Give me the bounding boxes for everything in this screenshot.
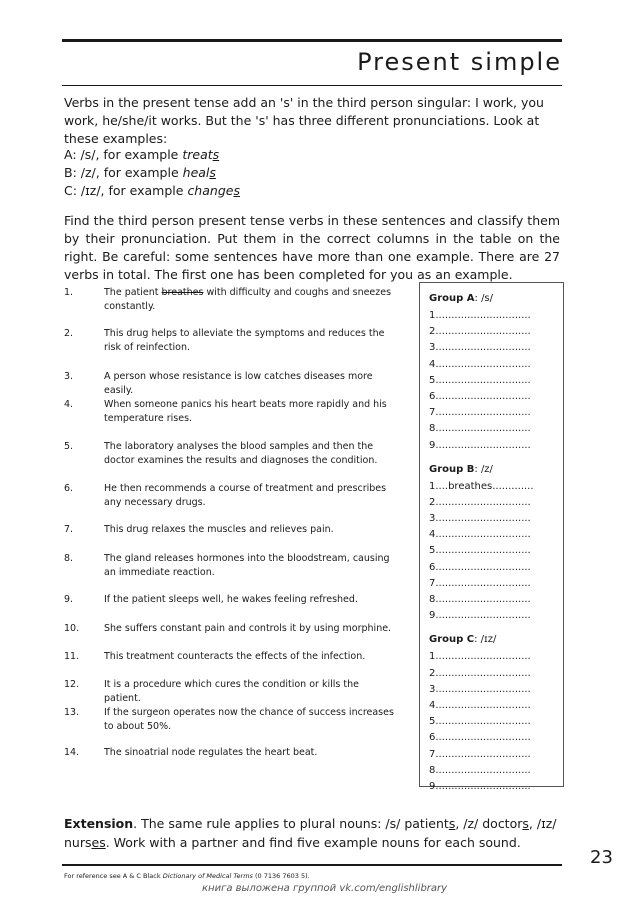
sentence-number: 4. xyxy=(64,399,74,410)
sentence-item xyxy=(64,370,394,398)
answer-slot[interactable]: 5.............................. xyxy=(429,545,531,557)
answer-slot[interactable]: 6.............................. xyxy=(429,732,531,744)
answer-slot[interactable]: 3.............................. xyxy=(429,683,531,695)
sentence-item xyxy=(64,622,394,636)
sentence-number: 11. xyxy=(64,651,80,662)
task-paragraph: Find the third person present tense verbs in these sentences and classify them by their pronunciation. Put them in the correct columns in the table on the right. Be careful: some sentences have more than one example. There are 27 verbs in total. The first one has been completed for you as an example. xyxy=(64,213,560,282)
sentence-item xyxy=(64,650,394,664)
answer-slot[interactable]: 9.............................. xyxy=(429,610,531,622)
answer-slot[interactable]: 8.............................. xyxy=(429,594,531,605)
sentence-item xyxy=(64,286,394,314)
sentence-number: 12. xyxy=(64,679,80,690)
sentence-text: This drug helps to alleviate the symptoms and reduces the risk of reinfection. xyxy=(104,328,385,353)
group-title: Group B: /z/ xyxy=(429,463,493,475)
answer-slot[interactable]: 5.............................. xyxy=(429,374,531,386)
sentence-text: If the surgeon operates now the chance of success increases to about 50%. xyxy=(104,707,394,732)
answer-slot[interactable]: 1....breathes............. xyxy=(429,480,534,492)
group-b xyxy=(429,464,563,625)
sentence-number: 5. xyxy=(64,441,74,452)
answer-slot[interactable]: 6.............................. xyxy=(429,561,531,573)
sentence-text: The laboratory analyses the blood samples and then the doctor examines the results and diagnoses the condition. xyxy=(104,441,378,466)
sentence-item xyxy=(64,398,394,426)
answer-slot[interactable]: 2.............................. xyxy=(429,496,531,508)
answer-slot[interactable]: 8.............................. xyxy=(429,764,531,776)
group-a xyxy=(429,293,563,454)
sentence-item xyxy=(64,482,394,510)
group-c xyxy=(429,634,563,795)
sentence-item xyxy=(64,678,394,706)
example-a: A: /s/, for example treats xyxy=(64,147,220,162)
sentence-item xyxy=(64,706,394,734)
sentence-item xyxy=(64,523,394,537)
watermark: книга выложена группой vk.com/englishlibrary xyxy=(202,883,448,894)
sentence-item xyxy=(64,593,394,607)
extension-paragraph: Extension. The same rule applies to plural nouns: /s/ patients, /z/ doctors, /ɪz/ nurses. Work with a partner and find five example nouns for each sound. xyxy=(64,816,557,850)
sentence-text: It is a procedure which cures the condition or kills the patient. xyxy=(104,679,359,704)
sentence-number: 7. xyxy=(64,524,74,535)
sentence-text: This treatment counteracts the effects of the infection. xyxy=(104,651,366,662)
sentence-number: 2. xyxy=(64,328,74,339)
sentence-item xyxy=(64,327,394,355)
sentence-text: She suffers constant pain and controls it by using morphine. xyxy=(104,623,392,634)
answer-slot[interactable]: 9.............................. xyxy=(429,439,531,451)
answer-slot[interactable]: 1.............................. xyxy=(429,310,531,321)
sentence-number: 10. xyxy=(64,623,80,634)
sentence-number: 9. xyxy=(64,594,74,605)
sentence-text: The gland releases hormones into the bloodstream, causing an immediate reaction. xyxy=(104,553,390,578)
top-rule xyxy=(62,39,562,42)
intro-paragraph: Verbs in the present tense add an 's' in the third person singular: I work, you work, he/she/it works. But the 's' has three different pronunciations. Look at these examples: xyxy=(64,95,544,146)
answer-slot[interactable]: 2.............................. xyxy=(429,326,531,338)
answer-slot[interactable]: 2.............................. xyxy=(429,667,531,679)
sentence-text: This drug relaxes the muscles and relieves pain. xyxy=(104,524,334,535)
answer-slot[interactable]: 4.............................. xyxy=(429,358,531,370)
sentence-number: 6. xyxy=(64,483,74,494)
answer-slot[interactable]: 7.............................. xyxy=(429,407,531,419)
answer-slot[interactable]: 3.............................. xyxy=(429,513,531,525)
sentence-number: 3. xyxy=(64,371,74,382)
footnote: For reference see A & C Black Dictionary of Medical Terms (0 7136 7603 5). xyxy=(64,872,310,880)
sentence-text: When someone panics his heart beats more rapidly and his temperature rises. xyxy=(104,399,387,424)
answer-slot[interactable]: 5.............................. xyxy=(429,716,531,728)
answer-slot[interactable]: 7.............................. xyxy=(429,748,531,760)
sentence-item xyxy=(64,440,394,468)
answer-slot[interactable]: 6.............................. xyxy=(429,390,531,402)
example-b: B: /z/, for example heals xyxy=(64,165,216,180)
title-rule xyxy=(62,85,562,86)
sentence-item xyxy=(64,746,394,760)
answer-slot[interactable]: 9.............................. xyxy=(429,780,531,792)
group-title: Group A: /s/ xyxy=(429,293,494,304)
answer-slot[interactable]: 3.............................. xyxy=(429,342,531,354)
group-title: Group C: /ɪz/ xyxy=(429,634,497,646)
answer-slot[interactable]: 7.............................. xyxy=(429,577,531,589)
answer-slot[interactable]: 4.............................. xyxy=(429,699,531,711)
answer-table xyxy=(419,282,564,792)
sentence-text: The sinoatrial node regulates the heart beat. xyxy=(104,747,318,758)
sentence-number: 1. xyxy=(64,287,74,298)
sentence-number: 13. xyxy=(64,707,80,718)
sentence-text: A person whose resistance is low catches diseases more easily. xyxy=(104,371,373,396)
answer-slot[interactable]: 1.............................. xyxy=(429,651,531,663)
sentence-text: The patient breathes with difficulty and coughs and sneezes constantly. xyxy=(104,287,392,312)
sentence-text: He then recommends a course of treatment and prescribes any necessary drugs. xyxy=(104,483,387,508)
sentence-number: 8. xyxy=(64,553,74,564)
sentence-text: If the patient sleeps well, he wakes feeling refreshed. xyxy=(104,594,358,605)
examples-list xyxy=(64,146,560,200)
page-title: Present simple xyxy=(357,48,562,76)
sentence-item xyxy=(64,552,394,580)
page-number: 23 xyxy=(590,847,613,868)
answer-slot[interactable]: 4.............................. xyxy=(429,529,531,541)
bottom-rule xyxy=(62,864,562,866)
answer-slot[interactable]: 8.............................. xyxy=(429,423,531,435)
sentence-number: 14. xyxy=(64,747,80,758)
example-c: C: /ɪz/, for example changes xyxy=(64,183,240,198)
